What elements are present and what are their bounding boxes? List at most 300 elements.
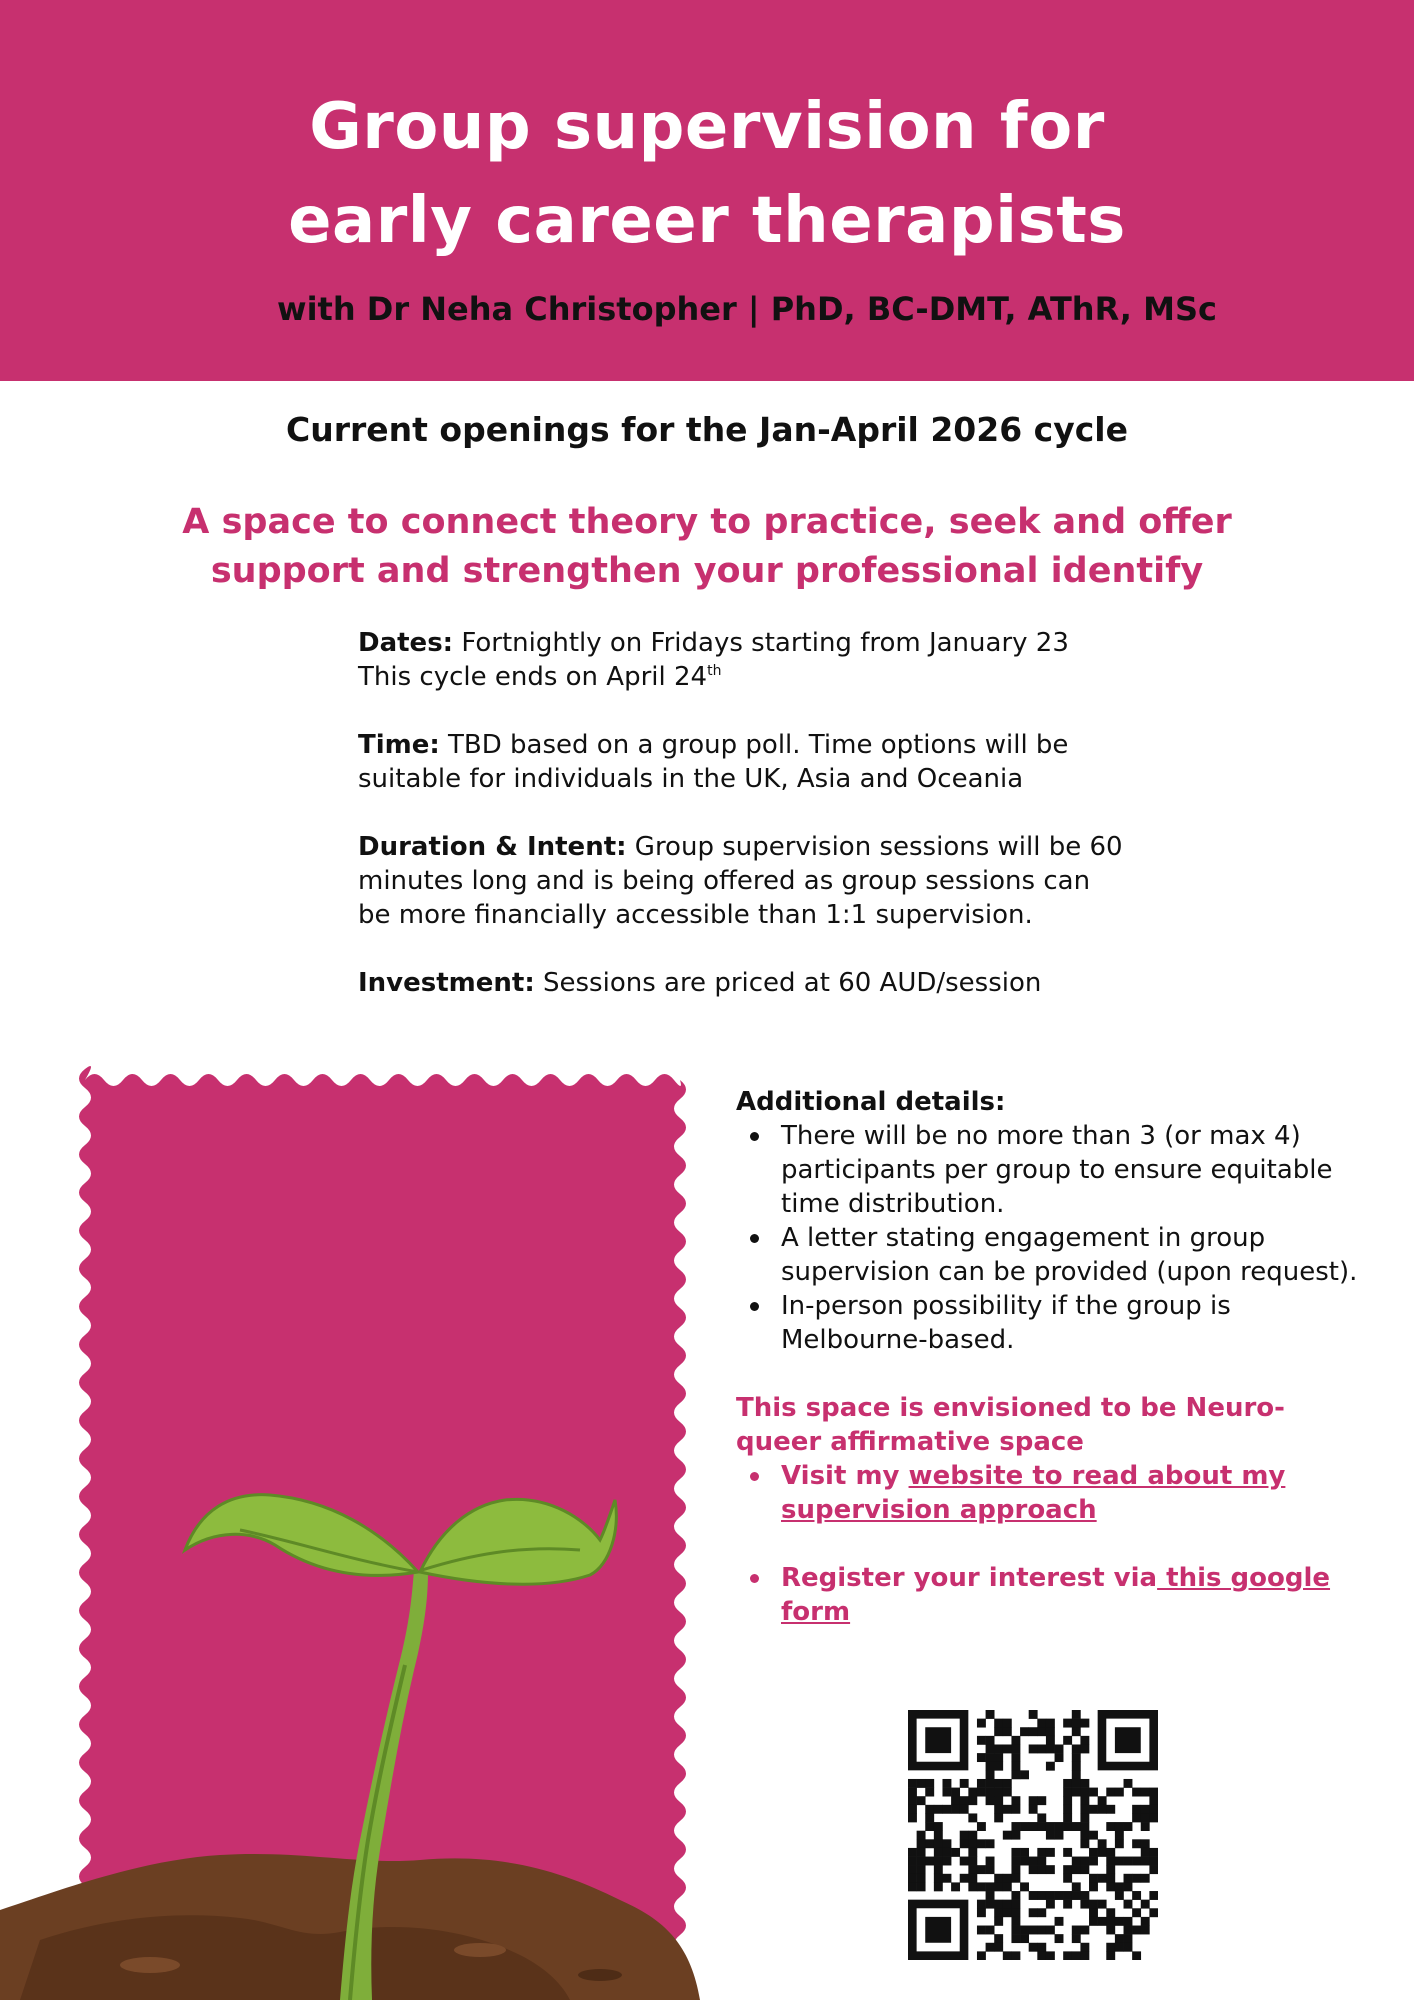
qr-module xyxy=(1037,1951,1046,1960)
qr-module xyxy=(917,1848,926,1857)
qr-module xyxy=(1037,1926,1046,1935)
qr-module xyxy=(1141,1900,1150,1909)
qr-module xyxy=(1011,1951,1020,1960)
qr-module xyxy=(1098,1900,1107,1909)
qr-module xyxy=(934,1822,943,1831)
qr-module xyxy=(1072,1727,1081,1736)
qr-module xyxy=(1020,1882,1029,1891)
qr-module xyxy=(1132,1951,1141,1960)
qr-module xyxy=(908,1882,917,1891)
qr-module xyxy=(1106,1857,1115,1866)
qr-module xyxy=(994,1744,1003,1753)
qr-module xyxy=(1080,1813,1089,1822)
qr-module xyxy=(968,1865,977,1874)
qr-module xyxy=(934,1857,943,1866)
qr-finder xyxy=(925,1727,951,1753)
qr-module xyxy=(1011,1900,1020,1909)
qr-module xyxy=(1055,1891,1064,1900)
website-link[interactable]: website to read about my supervision approach xyxy=(781,1461,1286,1525)
seedling-illustration xyxy=(0,1060,720,2000)
qr-module xyxy=(1003,1744,1012,1753)
qr-module xyxy=(986,1865,995,1874)
qr-module xyxy=(1029,1796,1038,1805)
qr-module xyxy=(986,1857,995,1866)
qr-module xyxy=(908,1779,917,1788)
duration-label: Duration & Intent: xyxy=(358,832,627,862)
qr-module xyxy=(1098,1917,1107,1926)
qr-module xyxy=(1020,1822,1029,1831)
qr-module xyxy=(986,1926,995,1935)
qr-module xyxy=(1106,1874,1115,1883)
qr-module xyxy=(1132,1874,1141,1883)
qr-module xyxy=(1141,1839,1150,1848)
qr-module xyxy=(925,1839,934,1848)
qr-module xyxy=(994,1882,1003,1891)
presenter-subtitle: with Dr Neha Christopher | PhD, BC-DMT, AThR, MSc xyxy=(277,290,1217,328)
qr-module xyxy=(968,1796,977,1805)
qr-module xyxy=(1011,1857,1020,1866)
page-title xyxy=(0,80,1414,268)
qr-module xyxy=(942,1779,951,1788)
qr-module xyxy=(1072,1762,1081,1771)
qr-module xyxy=(1029,1822,1038,1831)
qr-module xyxy=(1046,1822,1055,1831)
qr-module xyxy=(977,1900,986,1909)
qr-module xyxy=(986,1839,995,1848)
qr-module xyxy=(917,1779,926,1788)
qr-module xyxy=(1003,1831,1012,1840)
qr-module xyxy=(968,1882,977,1891)
qr-module xyxy=(1011,1934,1020,1943)
qr-module xyxy=(1132,1805,1141,1814)
qr-module xyxy=(1046,1762,1055,1771)
qr-module xyxy=(951,1788,960,1797)
qr-module xyxy=(960,1874,969,1883)
qr-module xyxy=(1141,1926,1150,1935)
qr-module xyxy=(1080,1744,1089,1753)
qr-module xyxy=(1080,1891,1089,1900)
qr-module xyxy=(994,1943,1003,1952)
dates-end-text: This cycle ends on April 24 xyxy=(358,662,708,692)
qr-module xyxy=(1124,1779,1133,1788)
qr-module xyxy=(1003,1900,1012,1909)
qr-module xyxy=(977,1719,986,1728)
qr-module xyxy=(1115,1831,1124,1840)
qr-module xyxy=(908,1848,917,1857)
qr-module xyxy=(1098,1874,1107,1883)
qr-module xyxy=(994,1762,1003,1771)
qr-module xyxy=(968,1857,977,1866)
qr-module xyxy=(1029,1857,1038,1866)
qr-module xyxy=(968,1848,977,1857)
qr-module xyxy=(1011,1770,1020,1779)
qr-module xyxy=(1124,1926,1133,1935)
qr-module xyxy=(1029,1891,1038,1900)
qr-module xyxy=(1072,1779,1081,1788)
qr-finder xyxy=(925,1917,951,1943)
tagline-line-1: A space to connect theory to practice, seek and offer xyxy=(182,502,1232,542)
qr-module xyxy=(1115,1943,1124,1952)
qr-module xyxy=(1011,1917,1020,1926)
qr-module xyxy=(994,1900,1003,1909)
qr-module xyxy=(1132,1839,1141,1848)
qr-module xyxy=(1080,1839,1089,1848)
qr-module xyxy=(994,1917,1003,1926)
qr-module xyxy=(1072,1753,1081,1762)
qr-module xyxy=(1029,1865,1038,1874)
qr-module xyxy=(1063,1788,1072,1797)
qr-module xyxy=(1115,1934,1124,1943)
qr-module xyxy=(1115,1839,1124,1848)
qr-module xyxy=(1080,1943,1089,1952)
additional-details xyxy=(736,1085,1376,1663)
investment-text: Sessions are priced at 60 AUD/session xyxy=(534,968,1042,998)
qr-module xyxy=(1020,1926,1029,1935)
qr-module xyxy=(1149,1796,1158,1805)
qr-module xyxy=(1106,1926,1115,1935)
qr-module xyxy=(1141,1822,1150,1831)
dates-block xyxy=(358,626,1158,694)
qr-module xyxy=(951,1805,960,1814)
qr-module xyxy=(1011,1831,1020,1840)
qr-module xyxy=(994,1796,1003,1805)
qr-module xyxy=(1080,1719,1089,1728)
duration-text: Group supervision sessions will be 60 minutes long and is being offered as group sessions can be more financially accessible than 1:1 supervision. xyxy=(358,832,1123,930)
qr-module xyxy=(968,1831,977,1840)
qr-module xyxy=(1003,1882,1012,1891)
qr-module xyxy=(986,1736,995,1745)
qr-module xyxy=(1037,1719,1046,1728)
qr-module xyxy=(1011,1891,1020,1900)
qr-module xyxy=(934,1839,943,1848)
qr-module xyxy=(968,1874,977,1883)
qr-module xyxy=(1063,1848,1072,1857)
qr-module xyxy=(994,1788,1003,1797)
qr-module xyxy=(1037,1943,1046,1952)
header-banner xyxy=(0,0,1414,381)
qr-module xyxy=(1115,1857,1124,1866)
qr-module xyxy=(1063,1805,1072,1814)
qr-module xyxy=(934,1865,943,1874)
qr-module xyxy=(1020,1770,1029,1779)
qr-module xyxy=(1072,1926,1081,1935)
dates-superscript: th xyxy=(707,663,722,679)
qr-module xyxy=(917,1831,926,1840)
qr-module xyxy=(1106,1822,1115,1831)
qr-module xyxy=(1124,1822,1133,1831)
qr-module xyxy=(1106,1917,1115,1926)
qr-module xyxy=(1055,1831,1064,1840)
qr-module xyxy=(1132,1857,1141,1866)
qr-module xyxy=(1063,1891,1072,1900)
qr-module xyxy=(1132,1891,1141,1900)
qr-module xyxy=(1089,1831,1098,1840)
qr-module xyxy=(917,1857,926,1866)
list-item: A letter stating engagement in group supervision can be provided (upon request). xyxy=(736,1221,1376,1289)
qr-module xyxy=(908,1874,917,1883)
qr-module xyxy=(1037,1822,1046,1831)
qr-module xyxy=(1080,1831,1089,1840)
qr-module xyxy=(1124,1917,1133,1926)
qr-module xyxy=(1046,1744,1055,1753)
qr-module xyxy=(1003,1951,1012,1960)
qr-module xyxy=(1055,1934,1064,1943)
qr-module xyxy=(1149,1848,1158,1857)
qr-module xyxy=(934,1831,943,1840)
qr-module xyxy=(908,1865,917,1874)
qr-module xyxy=(1072,1822,1081,1831)
qr-module xyxy=(1124,1900,1133,1909)
qr-module xyxy=(1072,1770,1081,1779)
qr-module xyxy=(1029,1805,1038,1814)
qr-module xyxy=(960,1779,969,1788)
qr-module xyxy=(1072,1710,1081,1719)
qr-module xyxy=(951,1848,960,1857)
qr-module xyxy=(977,1882,986,1891)
qr-module xyxy=(1106,1908,1115,1917)
qr-module xyxy=(1029,1943,1038,1952)
qr-module xyxy=(1080,1779,1089,1788)
qr-module xyxy=(1055,1744,1064,1753)
qr-module xyxy=(977,1951,986,1960)
qr-module xyxy=(1080,1736,1089,1745)
qr-module xyxy=(917,1882,926,1891)
qr-module xyxy=(942,1874,951,1883)
qr-code[interactable] xyxy=(908,1710,1158,1960)
qr-module xyxy=(1080,1822,1089,1831)
qr-module xyxy=(908,1788,917,1797)
qr-module xyxy=(1149,1813,1158,1822)
qr-module xyxy=(1132,1926,1141,1935)
time-block xyxy=(358,728,1098,796)
qr-module xyxy=(1011,1736,1020,1745)
qr-module xyxy=(951,1882,960,1891)
qr-module xyxy=(977,1779,986,1788)
additional-list xyxy=(736,1119,1376,1357)
qr-module xyxy=(1106,1805,1115,1814)
qr-module xyxy=(1141,1813,1150,1822)
qr-module xyxy=(1149,1788,1158,1797)
qr-module xyxy=(1080,1951,1089,1960)
qr-module xyxy=(1141,1874,1150,1883)
qr-module xyxy=(1089,1882,1098,1891)
qr-module xyxy=(1029,1710,1038,1719)
qr-module xyxy=(1020,1848,1029,1857)
qr-module xyxy=(1089,1874,1098,1883)
qr-module xyxy=(1089,1857,1098,1866)
qr-module xyxy=(977,1753,986,1762)
qr-module xyxy=(994,1934,1003,1943)
qr-module xyxy=(986,1779,995,1788)
qr-module xyxy=(986,1882,995,1891)
qr-module xyxy=(1003,1874,1012,1883)
dates-text: Fortnightly on Fridays starting from January 23 xyxy=(453,628,1069,658)
qr-module xyxy=(934,1874,943,1883)
qr-module xyxy=(1089,1900,1098,1909)
qr-module xyxy=(1098,1839,1107,1848)
qr-module xyxy=(934,1805,943,1814)
qr-module xyxy=(1124,1882,1133,1891)
qr-module xyxy=(1046,1865,1055,1874)
qr-module xyxy=(1080,1900,1089,1909)
qr-module xyxy=(1029,1926,1038,1935)
investment-label: Investment: xyxy=(358,968,535,998)
qr-module xyxy=(1029,1727,1038,1736)
qr-module xyxy=(994,1727,1003,1736)
google-form-link-item[interactable] xyxy=(736,1561,1376,1629)
qr-module xyxy=(968,1788,977,1797)
qr-module xyxy=(1141,1917,1150,1926)
qr-module xyxy=(925,1822,934,1831)
qr-module xyxy=(960,1805,969,1814)
qr-module xyxy=(934,1882,943,1891)
qr-module xyxy=(1149,1805,1158,1814)
qr-module xyxy=(942,1848,951,1857)
investment-block xyxy=(358,966,1158,1000)
qr-module xyxy=(925,1779,934,1788)
session-details xyxy=(358,626,1158,1034)
qr-module xyxy=(1055,1822,1064,1831)
qr-module xyxy=(1072,1744,1081,1753)
qr-module xyxy=(1011,1926,1020,1935)
qr-module xyxy=(1046,1848,1055,1857)
qr-module xyxy=(1011,1874,1020,1883)
qr-module xyxy=(994,1719,1003,1728)
qr-module xyxy=(1037,1744,1046,1753)
qr-module xyxy=(1046,1719,1055,1728)
qr-module xyxy=(986,1770,995,1779)
qr-module xyxy=(1011,1753,1020,1762)
qr-module xyxy=(1011,1744,1020,1753)
qr-module xyxy=(1132,1908,1141,1917)
qr-module xyxy=(1089,1788,1098,1797)
qr-module xyxy=(1063,1874,1072,1883)
qr-module xyxy=(1072,1934,1081,1943)
qr-module xyxy=(1003,1727,1012,1736)
qr-module xyxy=(1124,1874,1133,1883)
qr-module xyxy=(1063,1736,1072,1745)
qr-module xyxy=(917,1865,926,1874)
affirmative-note: This space is envisioned to be Neuro-queer affirmative space xyxy=(736,1393,1285,1457)
website-link-prefix: Visit my xyxy=(781,1461,909,1491)
qr-module xyxy=(1011,1848,1020,1857)
qr-module xyxy=(1072,1882,1081,1891)
qr-module xyxy=(1037,1727,1046,1736)
qr-module xyxy=(1020,1934,1029,1943)
qr-module xyxy=(960,1839,969,1848)
qr-module xyxy=(1063,1900,1072,1909)
qr-finder xyxy=(1115,1727,1141,1753)
qr-module xyxy=(925,1857,934,1866)
qr-module xyxy=(1037,1796,1046,1805)
qr-module xyxy=(942,1805,951,1814)
qr-module xyxy=(1072,1719,1081,1728)
links-list xyxy=(736,1459,1376,1629)
qr-module xyxy=(1132,1788,1141,1797)
qr-module xyxy=(1029,1908,1038,1917)
qr-module xyxy=(1046,1900,1055,1909)
qr-module xyxy=(917,1796,926,1805)
qr-module xyxy=(1115,1788,1124,1797)
qr-module xyxy=(1011,1762,1020,1771)
qr-module xyxy=(1011,1822,1020,1831)
qr-module xyxy=(1046,1736,1055,1745)
qr-module xyxy=(1141,1857,1150,1866)
qr-module xyxy=(942,1857,951,1866)
qr-module xyxy=(908,1813,917,1822)
qr-module xyxy=(977,1822,986,1831)
qr-module xyxy=(951,1796,960,1805)
qr-module xyxy=(994,1805,1003,1814)
qr-module xyxy=(1020,1857,1029,1866)
qr-module xyxy=(1037,1813,1046,1822)
qr-module xyxy=(1072,1951,1081,1960)
qr-module xyxy=(994,1874,1003,1883)
qr-module xyxy=(1055,1753,1064,1762)
qr-module xyxy=(1003,1719,1012,1728)
qr-module xyxy=(960,1857,969,1866)
qr-module xyxy=(968,1839,977,1848)
qr-module xyxy=(986,1762,995,1771)
qr-module xyxy=(1003,1779,1012,1788)
qr-module xyxy=(1089,1848,1098,1857)
qr-module xyxy=(1124,1857,1133,1866)
qr-module xyxy=(994,1813,1003,1822)
qr-module xyxy=(1029,1744,1038,1753)
list-item: In-person possibility if the group is Melbourne-based. xyxy=(736,1289,1376,1357)
qr-module xyxy=(1106,1943,1115,1952)
qr-module xyxy=(960,1796,969,1805)
qr-module xyxy=(1149,1857,1158,1866)
tagline xyxy=(0,498,1414,596)
qr-module xyxy=(1011,1796,1020,1805)
qr-module xyxy=(1106,1882,1115,1891)
qr-module xyxy=(1003,1805,1012,1814)
qr-module xyxy=(1046,1831,1055,1840)
time-text: TBD based on a group poll. Time options will be suitable for individuals in the UK, Asia and Oceania xyxy=(358,730,1069,794)
google-form-link[interactable]: this google form xyxy=(781,1563,1331,1627)
qr-module xyxy=(1089,1917,1098,1926)
qr-module xyxy=(1098,1848,1107,1857)
qr-module xyxy=(1132,1813,1141,1822)
list-item: There will be no more than 3 (or max 4) participants per group to ensure equitable time distribution. xyxy=(736,1119,1376,1221)
qr-module xyxy=(1063,1796,1072,1805)
website-link-item[interactable] xyxy=(736,1459,1376,1527)
qr-module xyxy=(1124,1943,1133,1952)
qr-module xyxy=(960,1831,969,1840)
time-label: Time: xyxy=(358,730,440,760)
qr-module xyxy=(1072,1865,1081,1874)
qr-module xyxy=(1037,1848,1046,1857)
qr-module xyxy=(934,1848,943,1857)
qr-module xyxy=(1141,1805,1150,1814)
qr-module xyxy=(977,1926,986,1935)
qr-module xyxy=(994,1908,1003,1917)
qr-module xyxy=(1063,1719,1072,1728)
qr-module xyxy=(1046,1891,1055,1900)
qr-module xyxy=(986,1943,995,1952)
qr-module xyxy=(986,1900,995,1909)
qr-module xyxy=(917,1839,926,1848)
qr-module xyxy=(1141,1788,1150,1797)
qr-module xyxy=(1080,1857,1089,1866)
qr-module xyxy=(1080,1796,1089,1805)
qr-module xyxy=(1098,1796,1107,1805)
qr-module xyxy=(968,1813,977,1822)
google-form-prefix: Register your interest via xyxy=(781,1563,1158,1593)
qr-module xyxy=(1115,1917,1124,1926)
qr-module xyxy=(908,1796,917,1805)
